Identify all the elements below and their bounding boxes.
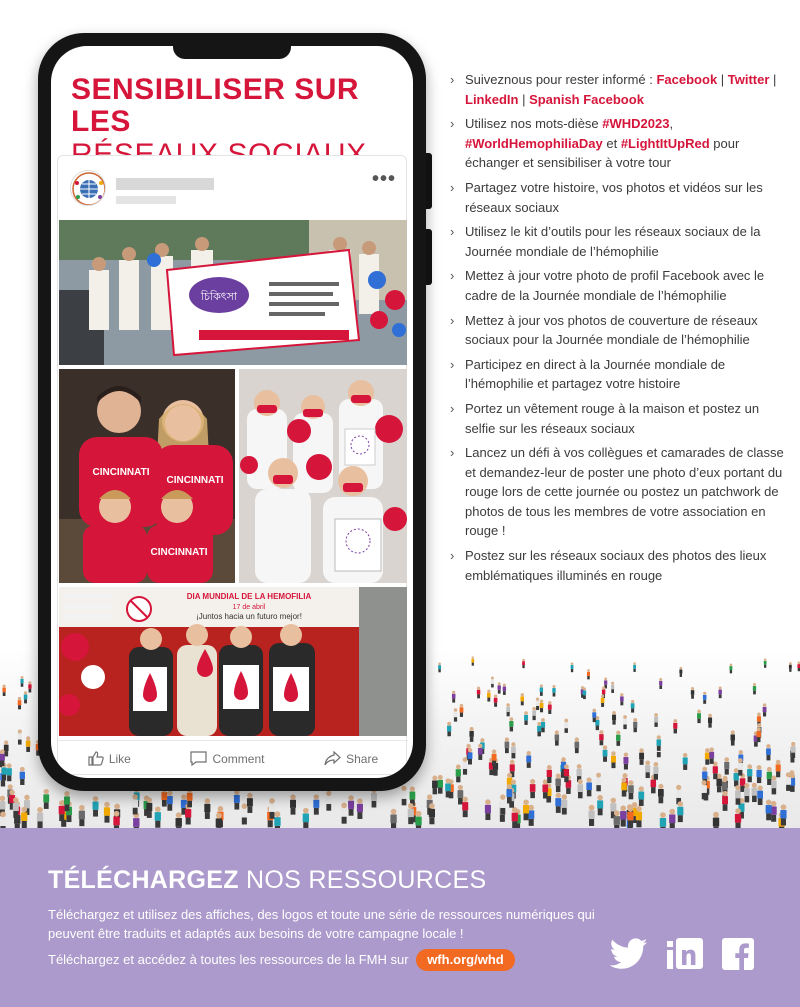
post-photo-medical-staff <box>239 369 407 583</box>
list-item <box>448 70 793 109</box>
crowd-figure <box>390 809 396 828</box>
crowd-figure <box>512 807 518 828</box>
crowd-figure <box>713 812 719 828</box>
list-item: › Participez en direct à la Journée mondiale de l’hémophilie et partagez votre histoire <box>448 355 793 394</box>
crowd-figure <box>791 742 796 758</box>
crowd-figure <box>766 800 772 821</box>
list-item <box>448 114 793 173</box>
crowd-figure <box>522 659 525 668</box>
crowd-figure <box>548 701 552 714</box>
post-photo-hemofilia-day <box>59 587 407 736</box>
crowd-figure <box>274 811 280 828</box>
phone-side-button <box>426 153 432 209</box>
crowd-figure <box>561 794 567 814</box>
crowd-figure <box>776 760 781 778</box>
crowd-figure <box>290 794 296 814</box>
share-icon <box>324 751 341 766</box>
hashtag: #WorldHemophiliaDay <box>465 135 603 151</box>
crowd-figure <box>530 779 536 798</box>
crowd-figure <box>592 709 596 722</box>
crowd-figure <box>492 749 497 766</box>
crowd-figure <box>639 748 644 765</box>
hashtag: #WHD2023 <box>602 116 670 132</box>
crowd-figure <box>621 778 627 797</box>
crowd-figure <box>555 730 559 745</box>
crowd-figure <box>478 744 483 760</box>
facebook-icon[interactable] <box>722 938 754 975</box>
post-author-placeholder <box>116 178 214 190</box>
footer-title <box>48 866 486 895</box>
crowd-figure <box>683 753 688 770</box>
crowd-figure <box>756 765 761 783</box>
crowd-figure <box>722 791 728 811</box>
comment-label: Comment <box>212 751 265 766</box>
crowd-figure <box>532 707 536 720</box>
crowd-figure <box>735 785 741 805</box>
comment-icon <box>190 751 207 766</box>
crowd-figure <box>701 780 707 799</box>
crowd-figure <box>564 719 568 733</box>
twitter-link[interactable]: Twitter <box>727 72 770 87</box>
crowd-figure <box>503 684 506 695</box>
crowd-figure <box>753 683 756 694</box>
crowd-figure <box>577 779 583 798</box>
crowd-figure <box>571 662 574 672</box>
crowd-figure <box>623 715 627 729</box>
crowd-figure <box>326 791 332 811</box>
crowd-figure <box>506 784 512 803</box>
crowd-figure <box>498 682 501 693</box>
crowd-figure <box>24 691 28 703</box>
list-item-text: Utilisez nos mots-dièse <box>465 116 603 132</box>
crowd-figure <box>458 785 464 805</box>
crowd-figure <box>620 693 624 705</box>
wfh-link[interactable]: wfh.org/whd <box>416 949 515 971</box>
crowd-figure <box>303 808 309 828</box>
crowd-figure <box>623 753 628 770</box>
crowd-figure <box>491 677 494 688</box>
phone-screen <box>51 46 413 778</box>
crowd-figure <box>540 684 543 695</box>
crowd-figure <box>20 767 25 785</box>
crowd-figure <box>540 700 544 713</box>
crowd-figure <box>348 795 354 815</box>
crowd-figure <box>37 807 43 828</box>
crowd-figure <box>766 744 771 760</box>
crowd-figure <box>659 678 662 689</box>
separator: | <box>518 91 530 107</box>
crowd-figure <box>713 762 718 780</box>
crowd-figure <box>132 794 138 814</box>
crowd-figure <box>113 811 119 828</box>
crowd-figure <box>104 802 110 823</box>
crowd-figure <box>247 793 253 813</box>
crowd-figure <box>20 676 23 687</box>
crowd-figure <box>477 687 480 699</box>
crowd-figure <box>601 695 605 707</box>
crowd-figure <box>763 703 767 716</box>
linkedin-icon[interactable] <box>667 938 705 977</box>
crowd-figure <box>633 662 636 672</box>
crowd-figure <box>537 722 541 737</box>
crowd-figure <box>7 763 12 781</box>
crowd-figure <box>357 798 363 819</box>
like-button[interactable] <box>88 751 131 766</box>
crowd-figure <box>627 806 633 827</box>
crowd-figure <box>43 789 49 809</box>
crowd-figure <box>653 762 658 780</box>
share-label: Share <box>346 751 379 766</box>
crowd-figure <box>167 791 173 811</box>
shirt-text: CINCINNATI <box>150 547 208 558</box>
crowd-figure <box>691 687 694 699</box>
share-button[interactable] <box>324 751 378 766</box>
resources-footer <box>0 828 800 1007</box>
list-item: › Partagez votre histoire, vos photos et vidéos sur les réseaux sociaux <box>448 178 793 217</box>
crowd-figure <box>524 711 528 725</box>
list-item-text: pour échanger et sensibiliser à votre tour <box>465 135 740 171</box>
linkedin-link[interactable]: LinkedIn <box>465 91 519 107</box>
like-label: Like <box>108 751 131 766</box>
crowd-figure <box>611 682 614 693</box>
crowd-figure <box>155 806 161 827</box>
crowd-figure <box>21 807 27 828</box>
phone-notch <box>173 46 291 59</box>
crowd-figure <box>747 764 752 782</box>
crowd-figure <box>500 794 506 814</box>
crowd-figure <box>757 785 763 805</box>
crowd-figure <box>462 797 468 818</box>
crowd-figure <box>437 775 443 794</box>
crowd-figure <box>735 808 741 828</box>
crowd-figure <box>586 777 592 796</box>
list-item: › Mettez à jour votre photo de profil Facebook avec le cadre de la Journée mondiale de l’hémophilie <box>448 266 793 305</box>
crowd-figure <box>269 798 275 819</box>
tips-list <box>448 70 793 590</box>
list-item: › Lancez un défi à vos collègues et camarades de classe et demandez-leur de poster une photo d’eux portant du rouge lors de cette journée ou postez un patchwork de photos de tous les membres de votre association en rouge ! <box>448 443 793 541</box>
list-item: › Utilisez le kit d’outils pour les réseaux sociaux de la Journée mondiale de l’hémophilie <box>448 222 793 261</box>
crowd-figure <box>596 773 601 792</box>
crowd-figure <box>460 704 464 717</box>
crowd-figure <box>744 783 750 802</box>
crowd-figure <box>536 698 540 711</box>
crowd-figure <box>547 765 552 783</box>
crowd-figure <box>708 714 712 728</box>
post-header <box>58 156 408 222</box>
crowd-figure <box>438 663 441 673</box>
crowd-figure <box>658 784 664 803</box>
crowd-figure <box>603 745 608 761</box>
more-options-icon[interactable]: ••• <box>371 168 396 190</box>
crowd-figure <box>415 811 421 828</box>
banner-date: 17 de abril <box>232 604 266 611</box>
crowd-figure <box>471 656 474 665</box>
crowd-figure <box>780 804 786 825</box>
crowd-figure <box>724 757 729 774</box>
comment-button[interactable] <box>190 751 264 766</box>
crowd-figure <box>612 711 616 725</box>
crowd-figure <box>729 664 732 674</box>
crowd-figure <box>64 791 70 811</box>
crowd-figure <box>638 786 644 806</box>
crowd-figure <box>176 812 182 828</box>
crowd-figure <box>679 667 682 677</box>
crowd-figure <box>705 748 710 765</box>
crowd-figure <box>611 751 616 768</box>
crowd-figure <box>509 717 513 731</box>
crowd-figure <box>28 681 31 692</box>
separator: | <box>717 72 728 87</box>
crowd-figure <box>718 687 721 699</box>
crowd-figure <box>341 803 347 824</box>
crowd-figure <box>79 805 85 826</box>
post-time-placeholder <box>116 196 176 204</box>
list-item-text: et <box>602 135 621 151</box>
crowd-figure <box>462 757 467 774</box>
crowd-figure <box>505 737 510 753</box>
avatar[interactable] <box>70 170 106 206</box>
svg-text:চিকিৎসা: চিকিৎসা <box>200 290 238 303</box>
crowd-figure <box>752 783 758 802</box>
crowd-figure <box>631 700 635 713</box>
crowd-figure <box>673 719 677 733</box>
crowd-figure <box>645 760 650 778</box>
separator: , <box>669 116 674 132</box>
post-photo-family <box>59 369 235 583</box>
crowd-figure <box>520 693 524 705</box>
crowd-figure <box>731 730 735 745</box>
crowd-figure <box>575 737 580 753</box>
social-post-card <box>57 155 407 775</box>
crowd-figure <box>313 794 319 814</box>
crowd-figure <box>526 751 531 768</box>
crowd-figure <box>133 812 139 828</box>
crowd-figure <box>204 798 210 819</box>
crowd-figure <box>633 718 637 732</box>
crowd-figure <box>614 810 620 828</box>
crowd-figure <box>0 812 6 828</box>
crowd-figure <box>511 742 516 758</box>
crowd-figure <box>59 800 65 821</box>
crowd-figure <box>456 764 461 782</box>
crowd-figure <box>764 658 767 667</box>
title-line-1: SENSIBILISER SUR LES <box>71 73 360 138</box>
crowd-figure <box>408 803 414 824</box>
crowd-figure <box>541 718 545 732</box>
crowd-figure <box>555 793 561 813</box>
crowd-figure <box>786 772 791 791</box>
crowd-figure <box>734 768 739 786</box>
crowd-figure <box>429 803 435 824</box>
footer-description: Téléchargez et utilisez des affiches, des logos et toute une série de ressources numériques qui peuvent être traduits et adaptés aux besoins de votre campagne locale ! <box>48 907 595 941</box>
crowd-figure <box>599 730 603 745</box>
banner-text: DIA MUNDIAL DE LA HEMOFILIA <box>186 592 312 601</box>
crowd-figure <box>636 806 642 827</box>
list-item: › Postez sur les réseaux sociaux des photos des lieux emblématiques illuminés en rouge <box>448 546 793 585</box>
crowd-figure <box>0 749 5 766</box>
crowd-figure <box>447 722 451 736</box>
crowd-figure <box>401 786 407 806</box>
crowd-figure <box>583 687 586 699</box>
separator: | <box>769 72 777 87</box>
crowd-figure <box>552 685 555 697</box>
crowd-figure <box>616 731 620 746</box>
crowd-figure <box>26 736 31 752</box>
phone-side-button <box>426 229 432 285</box>
crowd-figure <box>494 694 498 706</box>
crowd-figure <box>587 669 590 679</box>
post-actions-bar <box>58 740 408 776</box>
crowd-figure <box>2 684 5 696</box>
crowd-figure <box>757 727 761 742</box>
footer-download-text: Téléchargez et accédez à toutes les ressources de la FMH sur <box>48 952 409 967</box>
crowd-figure <box>588 805 594 826</box>
list-item: › Portez un vêtement rouge à la maison et postez un selfie sur les réseaux sociaux <box>448 399 793 438</box>
crowd-figure <box>454 708 458 721</box>
crowd-figure <box>620 805 626 826</box>
crowd-figure <box>18 697 22 709</box>
crowd-figure <box>485 799 491 820</box>
crowd-figure <box>789 662 792 672</box>
crowd-figure <box>506 703 510 716</box>
crowd-figure <box>452 691 456 703</box>
shirt-text: CINCINNATI <box>166 475 224 486</box>
crowd-figure <box>432 776 438 795</box>
crowd-figure <box>410 786 416 806</box>
crowd-figure <box>703 692 707 704</box>
spanish-facebook-link[interactable]: Spanish Facebook <box>529 91 644 107</box>
crowd-figure <box>13 797 19 818</box>
crowd-figure <box>595 716 599 730</box>
list-item-text: Suiveznous pour rester informé : <box>465 72 657 87</box>
twitter-icon[interactable] <box>610 938 648 975</box>
crowd-figure <box>523 799 529 820</box>
crowd-figure <box>597 795 603 815</box>
crowd-figure <box>93 796 99 816</box>
crowd-figure <box>660 812 666 828</box>
phone-mockup <box>38 33 426 791</box>
crowd-figure <box>656 735 661 751</box>
crowd-figure <box>468 748 473 765</box>
crowd-figure <box>654 713 658 727</box>
crowd-figure <box>628 780 634 799</box>
like-icon <box>88 751 104 766</box>
footer-download-line <box>48 949 515 971</box>
shirt-text: CINCINNATI <box>92 467 150 478</box>
banner-subtitle: ¡Juntos hacia un futuro mejor! <box>196 612 302 621</box>
crowd-figure <box>738 758 743 775</box>
crowd-figure <box>216 813 222 828</box>
crowd-figure <box>677 801 683 822</box>
list-item: › Mettez à jour vos photos de couverture de réseaux sociaux pour la Journée mondiale de l’hémophilie <box>448 311 793 350</box>
hashtag: #LightItUpRed <box>620 135 710 151</box>
facebook-link[interactable]: Facebook <box>656 72 718 87</box>
footer-title-normal: NOS RESSOURCES <box>238 866 487 894</box>
crowd-figure <box>669 809 675 828</box>
crowd-figure <box>469 727 473 742</box>
crowd-figure <box>555 773 560 792</box>
crowd-figure <box>18 729 22 744</box>
crowd-figure <box>564 764 569 782</box>
post-photo-march <box>59 220 407 365</box>
crowd-figure <box>771 776 777 795</box>
crowd-figure <box>445 778 451 797</box>
crowd-figure <box>241 803 247 824</box>
crowd-figure <box>709 747 714 764</box>
footer-title-bold: TÉLÉCHARGEZ <box>48 866 239 894</box>
crowd-figure <box>234 790 240 810</box>
crowd-figure <box>697 710 701 724</box>
crowd-figure <box>146 797 152 818</box>
crowd-figure <box>487 690 490 702</box>
